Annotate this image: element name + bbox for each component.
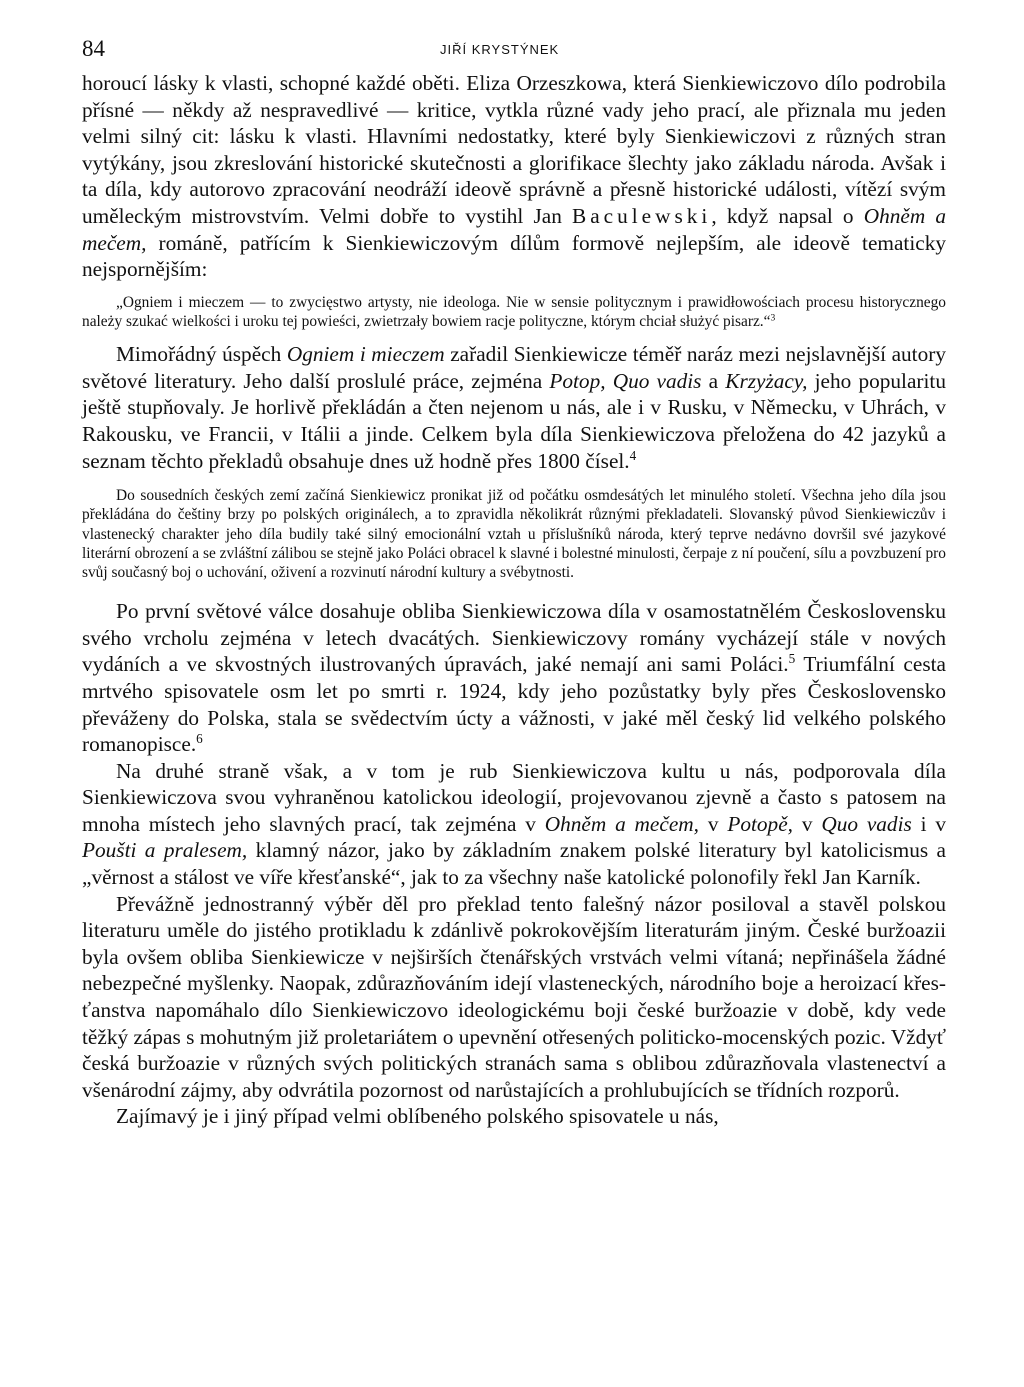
paragraph-2: Mimořádný úspěch Ogniem i mieczem zařadil Sienkiewicze téměř naráz mezi nejslavnější autory světové literatury. Jeho další proslulé práce, zejména Potop, Quo vadis a Krzyżacy, jeho popularitu ještě stupňovaly. Je horlivě překládán a čten nejenom u nás, ale i v Rusku, v Německu, v Uhrách, v Rakousku, ve Francii, v Itálii a jinde. Celkem byla díla Sienkiewiczova přeložena do 42 jazyků a seznam těchto překladů obsahuje dnes už hodně přes 1800 čísel.$^4$	[82, 342, 946, 473]
work-title: Krzyżacy,	[725, 368, 808, 393]
footnote-ref: 4	[629, 447, 637, 463]
work-title: Potopě,	[727, 811, 793, 836]
paragraph-3: Po první světové válce dosahuje obliba Sienkiewiczowa díla v osamostatnělém Československu svého vrcholu zejména v letech dvacátých. Sienkiewiczovy romány vycházejí stále v nových vydáních a ve skvostných ilustrovaných úpravách, jaké nemají ani sami Poláci.$^5$ Triumfální cesta mrtvého spisovatele osm let po smrti r. 1924, kdy jeho pozůstatky byly přes Československo převáženy do Polska, stala se svědectvím úcty a vážnosti, v jaké měl český lid velkého polského romanopisce.$^6$	[82, 599, 946, 757]
paragraph-1: horoucí lásky k vlasti, schopné každé oběti. Eliza Orzeszkowa, která Sienkiewiczovo dílo podrobila přísné — někdy až nespravedlivé — kritice, vytkla různé vady jeho prací, ale přiznala mu jeden velmi silný cit: lásku k vlasti. Hlavními nedostatky, které byly Sienkiewiczovi z různých stran vytýkány, jsou zkreslování historické skutečnosti a glorifikace šlechty jako základu národa. Avšak i ta díla, kdy autorovo zpracování neodráží ideově správně a přesně historické události, vítězí svým uměleckým mistrovstvím. Velmi dobře to vystihl Jan Baculewski, když napsal o Ohněm a mečem, románě, patřícím k Sienkiewiczovým dílům formově nejlepším, ale ideově tematicky nejspornějším:	[82, 71, 947, 282]
work-title: Poušti a pralesem,	[82, 838, 248, 863]
page-header	[82, 30, 946, 70]
work-title: Potop, Quo vadis	[549, 368, 702, 393]
paragraph-4: Na druhé straně však, a v tom je rub Sienkiewiczova kultu u nás, podporovala díla Sienkiewiczova svou vyhraněnou katolickou ideologií, projevovanou zjevně a často s patosem na mnoha místech jeho slavných prací, tak zejména v Ohněm a mečem, v Potopě, v Quo vadis i v Poušti a pralesem, klamný názor, jako by základním znakem polské literatury byl katolicismus a „věrnost a stálost ve víře křesťanské“, jak to za všechny naše katolické polonofily řekl Jan Karník.	[82, 758, 947, 890]
page-number: 84	[82, 36, 105, 61]
footnote-ref: 5	[788, 651, 796, 667]
work-title: Ohněm a mečem,	[544, 811, 699, 836]
block-quote: „Ogniem i mieczem — to zwycięstwo artysty, nie ideologa. Nie w sensie politycznym i prawidłowościach procesu historycznego należy szukać wielkości i uroku tej powieści, zwietrzały bowiem racje polityczne, którym chciał służyć pisarz.“$^3$	[82, 293, 946, 330]
work-title: Quo vadis	[821, 811, 912, 836]
paragraph-5: Převážně jednostranný výběr děl pro překlad tento falešný názor posiloval a stavěl polskou literaturu uměle do jistého protikladu k zdánlivě pokrokovějším literaturám jiným. České buržoazii byla ovšem obliba Sienkiewicze v nejširších čtenářských vrstvách velmi vítaná; nepřinášela žádné nebezpečné myšlenky. Naopak, zdůrazňováním idejí vlasteneckých, národního boje a heroizací křesťanstva napomáhalo dílo Sienkiewiczovo ideologickému boji české buržoazie v době, kdy vede těžký zápas s mohutným již proletariátem o upevnění otřesených politicko-mocenských pozic. Vždyť česká buržoazie v různých svých politických stranách sama s oblibou zdůrazňovala vlastenectví a všenárodní zájmy, aby odvrátila pozornost od narůstajících a prohlubujících se třídních rozporů.	[82, 891, 946, 1102]
paragraph-6: Zajímavý je i jiný případ velmi oblíbeného polského spisovatele u nás,	[116, 1104, 719, 1129]
footnote-ref: 6	[196, 731, 203, 747]
work-title: Ohněm a mečem,	[82, 203, 947, 255]
author-name: Baculewski	[571, 203, 712, 228]
small-print-note: Do sousedních českých zemí začíná Sienkiewicz pronikat již od počátku osmdesátých let minulého století. Všechna jeho díla jsou překládána do češtiny brzy po polských originálech, a to zpravidla několikrát různými překladateli. Slovanský původ Sienkiewiczův i vlastenecký charakter jeho díla budily také silný emocionální vztah u příslušníků národa, který teprve nedávno dovršil své jazykové literární obrození a se zvláštní zálibou se stejně jako Poláci obracel k slavné i bolestné minulosti, čerpaje z ní poučení, sílu a povzbuzení pro svůj současný boj o uchování, oživení a rozvinutí národní kultury a svébytnosti.	[82, 487, 946, 581]
footnote-ref: 3	[770, 312, 776, 324]
work-title: Ogniem i mieczem	[286, 342, 445, 367]
book-page	[82, 30, 946, 1130]
running-head: JIŘÍ KRYSTÝNEK	[440, 42, 560, 57]
